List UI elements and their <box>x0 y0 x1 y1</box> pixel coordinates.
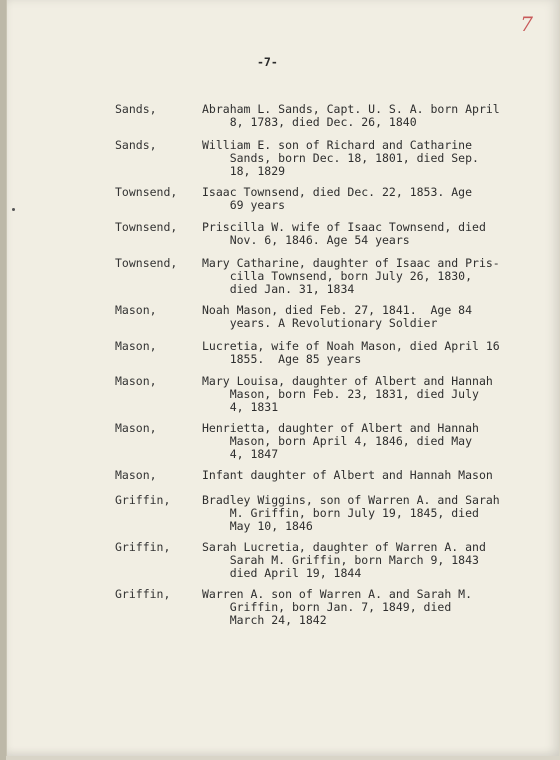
entry-text: Noah Mason, died Feb. 27, 1841. Age 84 years. A Revolutionary Soldier <box>202 303 473 330</box>
entry-surname: Griffin, <box>115 540 171 554</box>
entry-surname: Mason, <box>115 468 157 482</box>
entry-text: Infant daughter of Albert and Hannah Mason <box>202 468 493 482</box>
entry-surname: Sands, <box>115 138 157 152</box>
margin-mark <box>12 208 15 211</box>
entry-surname: Townsend, <box>115 220 178 234</box>
entry-surname: Griffin, <box>115 493 171 507</box>
entry-surname: Mason, <box>115 339 157 353</box>
entry-text: Bradley Wiggins, son of Warren A. and Sarah M. Griffin, born July 19, 1845, died May 10, 1846 <box>202 493 500 533</box>
entry-text: William E. son of Richard and Catharine Sands, born Dec. 18, 1801, died Sep. 18, 1829 <box>202 138 479 178</box>
document-page <box>6 0 559 756</box>
entry-text: Priscilla W. wife of Isaac Townsend, died Nov. 6, 1846. Age 54 years <box>202 220 486 247</box>
entry-text: Warren A. son of Warren A. and Sarah M. Griffin, born Jan. 7, 1849, died March 24, 1842 <box>202 587 473 627</box>
entry-text: Lucretia, wife of Noah Mason, died April 16 1855. Age 85 years <box>202 339 500 366</box>
entry-surname: Sands, <box>115 102 157 116</box>
entry-text: Mary Louisa, daughter of Albert and Hannah Mason, born Feb. 23, 1831, died July 4, 1831 <box>202 374 493 414</box>
page-number: -7- <box>257 55 278 69</box>
entry-text: Mary Catharine, daughter of Isaac and Pris- cilla Townsend, born July 26, 1830, died Jan. 31, 1834 <box>202 256 500 296</box>
entry-surname: Mason, <box>115 421 157 435</box>
entry-surname: Mason, <box>115 374 157 388</box>
entry-surname: Townsend, <box>115 256 178 270</box>
entry-text: Henrietta, daughter of Albert and Hannah Mason, born April 4, 1846, died May 4, 1847 <box>202 421 479 461</box>
entry-surname: Mason, <box>115 303 157 317</box>
entry-text: Sarah Lucretia, daughter of Warren A. and Sarah M. Griffin, born March 9, 1843 died April 19, 1844 <box>202 540 486 580</box>
entry-surname: Townsend, <box>115 185 178 199</box>
corner-page-number: 7 <box>520 12 533 36</box>
entry-text: Isaac Townsend, died Dec. 22, 1853. Age 69 years <box>202 185 473 212</box>
entry-text: Abraham L. Sands, Capt. U. S. A. born April 8, 1783, died Dec. 26, 1840 <box>202 102 500 129</box>
entry-surname: Griffin, <box>115 587 171 601</box>
